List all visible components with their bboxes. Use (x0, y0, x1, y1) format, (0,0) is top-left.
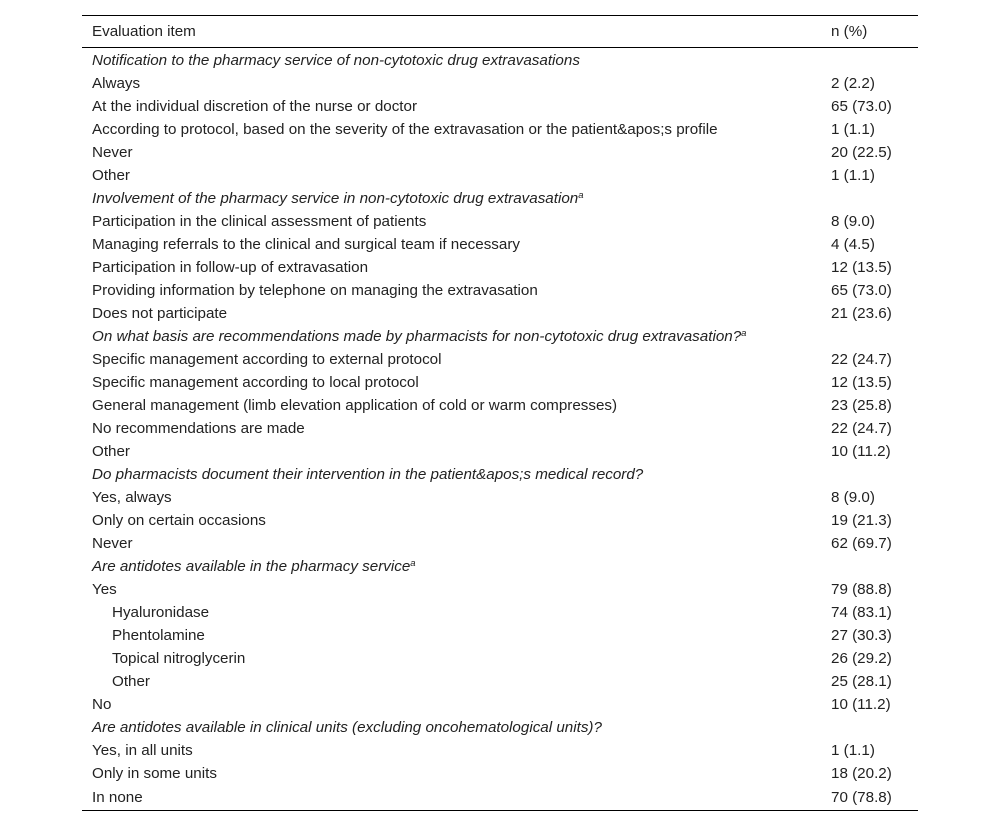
n-percent-value: 10 (11.2) (831, 696, 891, 713)
table-row (82, 785, 918, 811)
item-label (82, 371, 821, 394)
table-row (82, 233, 918, 256)
n-percent-value: 2 (2.2) (831, 75, 875, 92)
table-row (82, 509, 918, 532)
n-percent-value: 4 (4.5) (831, 236, 875, 253)
section-heading (82, 325, 821, 348)
n-percent-value: 1 (1.1) (831, 121, 875, 138)
label-text: Always (92, 75, 141, 92)
n-percent-value (821, 463, 918, 486)
n-percent-value: 1 (1.1) (831, 742, 875, 759)
table-row (82, 95, 918, 118)
n-percent-value: 22 (24.7) (831, 351, 892, 368)
n-percent-value (821, 716, 918, 739)
label-text: Specific management according to external protocol (92, 351, 442, 368)
item-label (82, 647, 821, 670)
item-label (82, 256, 821, 279)
n-percent-value: 8 (9.0) (831, 213, 875, 230)
table-row (82, 532, 918, 555)
n-percent-value: 1 (1.1) (831, 167, 875, 184)
label-text: On what basis are recommendations made by pharmacists for non-cytotoxic drug extravasation? (92, 328, 742, 345)
sub-item-row (82, 647, 918, 670)
footnote-marker: a (578, 190, 584, 201)
n-percent-value: 8 (9.0) (831, 489, 875, 506)
table-body (82, 48, 918, 811)
item-label (82, 279, 821, 302)
item-label (82, 532, 821, 555)
table-row (82, 302, 918, 325)
n-percent-value: 25 (28.1) (831, 673, 892, 690)
item-label (82, 509, 821, 532)
item-label (82, 348, 821, 371)
item-label (82, 95, 821, 118)
header-evaluation-item: Evaluation item (92, 23, 196, 40)
item-label (82, 578, 821, 601)
label-text: Topical nitroglycerin (112, 650, 246, 667)
n-percent-value (821, 48, 918, 73)
item-label (82, 624, 821, 647)
item-label (82, 739, 821, 762)
section-heading-row (82, 187, 918, 210)
item-label (82, 118, 821, 141)
item-label (82, 141, 821, 164)
n-percent-value: 21 (23.6) (831, 305, 892, 322)
header-row (82, 16, 918, 48)
label-text: No recommendations are made (92, 420, 305, 437)
item-label (82, 486, 821, 509)
label-text: Are antidotes available in the pharmacy service (92, 558, 411, 575)
survey-results-table (82, 15, 918, 811)
section-heading (82, 716, 821, 739)
label-text: Participation in the clinical assessment of patients (92, 213, 427, 230)
item-label (82, 670, 821, 693)
n-percent-value: 12 (13.5) (831, 374, 892, 391)
sub-item-row (82, 670, 918, 693)
section-heading-row (82, 48, 918, 73)
table-row (82, 417, 918, 440)
section-heading-row (82, 555, 918, 578)
table-row (82, 164, 918, 187)
table-row (82, 739, 918, 762)
n-percent-value (821, 325, 918, 348)
table-row (82, 118, 918, 141)
label-text: Yes, in all units (92, 742, 193, 759)
label-text: According to protocol, based on the severity of the extravasation or the patient&apos;s profile (92, 121, 718, 138)
item-label (82, 394, 821, 417)
label-text: No (92, 696, 112, 713)
item-label (82, 72, 821, 95)
label-text: Never (92, 144, 133, 161)
item-label (82, 210, 821, 233)
section-heading (82, 187, 821, 210)
label-text: Other (112, 673, 150, 690)
section-heading (82, 463, 821, 486)
header-n-percent: n (%) (831, 23, 868, 40)
section-heading (82, 555, 821, 578)
n-percent-value (821, 555, 918, 578)
table-row (82, 371, 918, 394)
n-percent-value: 10 (11.2) (831, 443, 891, 460)
label-text: Managing referrals to the clinical and surgical team if necessary (92, 236, 520, 253)
label-text: At the individual discretion of the nurse or doctor (92, 98, 418, 115)
label-text: Notification to the pharmacy service of non-cytotoxic drug extravasations (92, 51, 580, 69)
table-row (82, 256, 918, 279)
n-percent-value: 27 (30.3) (831, 627, 892, 644)
item-label (82, 233, 821, 256)
n-percent-value: 12 (13.5) (831, 259, 892, 276)
item-label (82, 601, 821, 624)
table-row (82, 141, 918, 164)
table-row (82, 279, 918, 302)
label-text: Involvement of the pharmacy service in non-cytotoxic drug extravasation (92, 190, 579, 207)
item-label (82, 417, 821, 440)
label-text: Never (92, 535, 133, 552)
label-text: General management (limb elevation application of cold or warm compresses) (92, 397, 618, 414)
label-text: Other (92, 167, 130, 184)
n-percent-value: 70 (78.8) (831, 789, 892, 806)
table-header (82, 16, 918, 48)
n-percent-value: 19 (21.3) (831, 512, 892, 529)
table-row (82, 348, 918, 371)
label-text: Participation in follow-up of extravasation (92, 259, 369, 276)
section-heading (82, 48, 821, 73)
item-label (82, 440, 821, 463)
label-text: Providing information by telephone on managing the extravasation (92, 282, 538, 299)
n-percent-value (821, 187, 918, 210)
table-row (82, 210, 918, 233)
n-percent-value: 18 (20.2) (831, 765, 892, 782)
label-text: Specific management according to local protocol (92, 374, 419, 391)
label-text: Only in some units (92, 765, 217, 782)
n-percent-value: 65 (73.0) (831, 98, 892, 115)
footnote-marker: a (741, 328, 747, 339)
n-percent-value: 62 (69.7) (831, 535, 892, 552)
n-percent-value: 23 (25.8) (831, 397, 892, 414)
sub-item-row (82, 624, 918, 647)
label-text: Only on certain occasions (92, 512, 266, 529)
n-percent-value: 20 (22.5) (831, 144, 892, 161)
label-text: Do pharmacists document their intervention in the patient&apos;s medical record? (92, 466, 644, 483)
table-row (82, 72, 918, 95)
table-row (82, 440, 918, 463)
label-text: Yes (92, 581, 117, 598)
n-percent-value: 79 (88.8) (831, 581, 892, 598)
section-heading-row (82, 463, 918, 486)
label-text: Yes, always (92, 489, 172, 506)
footnote-marker: a (410, 558, 416, 569)
n-percent-value: 22 (24.7) (831, 420, 892, 437)
item-label (82, 164, 821, 187)
section-heading-row (82, 325, 918, 348)
n-percent-value: 74 (83.1) (831, 604, 892, 621)
sub-item-row (82, 601, 918, 624)
table-row (82, 693, 918, 716)
label-text: Phentolamine (112, 627, 205, 644)
survey-results-table-container (82, 15, 918, 811)
item-label (82, 785, 821, 811)
item-label (82, 302, 821, 325)
n-percent-value: 65 (73.0) (831, 282, 892, 299)
table-row (82, 762, 918, 785)
label-text: In none (92, 789, 143, 806)
table-row (82, 486, 918, 509)
table-row (82, 394, 918, 417)
n-percent-value: 26 (29.2) (831, 650, 892, 667)
table-row (82, 578, 918, 601)
section-heading-row (82, 716, 918, 739)
label-text: Hyaluronidase (112, 604, 210, 621)
item-label (82, 762, 821, 785)
label-text: Other (92, 443, 130, 460)
label-text: Does not participate (92, 305, 228, 322)
item-label (82, 693, 821, 716)
label-text: Are antidotes available in clinical units (excluding oncohematological units)? (92, 719, 602, 736)
